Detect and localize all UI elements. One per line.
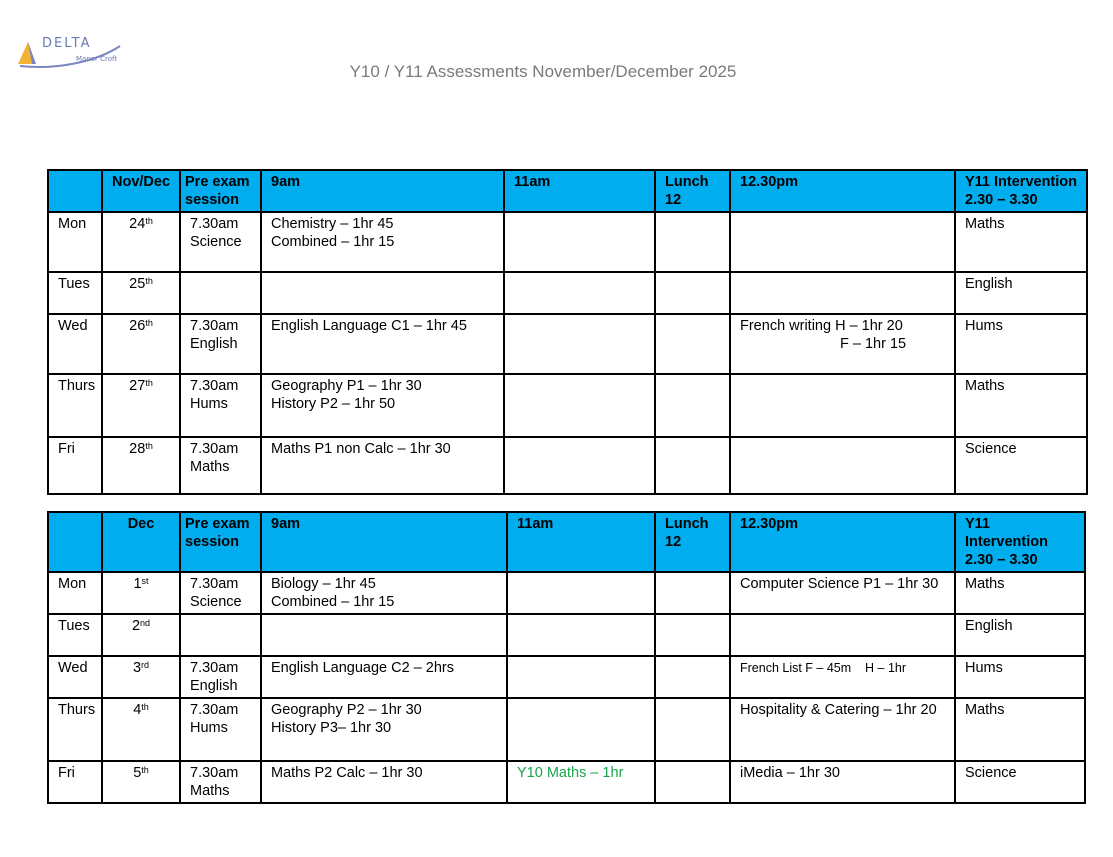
pre-exam-cell: 7.30am Science [180,212,261,272]
pre-exam-cell: 7.30am English [180,656,261,698]
afternoon-cell [730,212,955,272]
lunch-cell [655,212,730,272]
date-cell: 24th [102,212,180,272]
intervention-cell: Maths [955,374,1087,437]
header-1230pm: 12.30pm [730,512,955,572]
afternoon-cell: French List F – 45m H – 1hr [730,656,955,698]
day-cell: Tues [48,614,102,656]
date-cell: 27th [102,374,180,437]
intervention-cell: Science [955,761,1085,803]
logo-word: DELTA [42,36,92,51]
header-11am: 11am [504,170,655,212]
nine-am-cell [261,614,507,656]
intervention-cell: Maths [955,212,1087,272]
nine-am-cell: Geography P1 – 1hr 30 History P2 – 1hr 50 [261,374,504,437]
lunch-cell [655,314,730,374]
intervention-cell: Science [955,437,1087,494]
table-row [48,761,1085,803]
header-date: Nov/Dec [102,170,180,212]
day-cell: Thurs [48,698,102,761]
date-cell: 2nd [102,614,180,656]
nine-am-cell: Maths P2 Calc – 1hr 30 [261,761,507,803]
eleven-am-cell [504,272,655,314]
header-11am: 11am [507,512,655,572]
table-row [48,437,1087,494]
table-row [48,656,1085,698]
table-row [48,314,1087,374]
lunch-cell [655,572,730,614]
table-row [48,698,1085,761]
intervention-cell: English [955,614,1085,656]
eleven-am-cell [504,437,655,494]
date-cell: 4th [102,698,180,761]
header-pre-exam: Pre exam session [180,170,261,212]
intervention-cell: Maths [955,572,1085,614]
header-day [48,512,102,572]
lunch-cell [655,272,730,314]
header-9am: 9am [261,170,504,212]
header-lunch: Lunch 12 [655,512,730,572]
eleven-am-cell [504,314,655,374]
table-row [48,374,1087,437]
date-cell: 1st [102,572,180,614]
day-cell: Wed [48,314,102,374]
lunch-cell [655,698,730,761]
header-9am: 9am [261,512,507,572]
header-row [48,512,1085,572]
eleven-am-cell [507,656,655,698]
header-date: Dec [102,512,180,572]
day-cell: Mon [48,212,102,272]
nine-am-cell [261,272,504,314]
date-cell: 25th [102,272,180,314]
afternoon-cell [730,374,955,437]
header-intervention: Y11 Intervention 2.30 – 3.30 [955,170,1087,212]
date-cell: 3rd [102,656,180,698]
day-cell: Fri [48,437,102,494]
eleven-am-cell [507,572,655,614]
table-row [48,212,1087,272]
afternoon-cell [730,272,955,314]
lunch-cell [655,614,730,656]
nine-am-cell: Biology – 1hr 45 Combined – 1hr 15 [261,572,507,614]
header-pre-exam: Pre exam session [180,512,261,572]
nine-am-cell: Chemistry – 1hr 45 Combined – 1hr 15 [261,212,504,272]
eleven-am-cell [507,698,655,761]
nine-am-cell: English Language C2 – 2hrs [261,656,507,698]
lunch-cell [655,656,730,698]
afternoon-cell: iMedia – 1hr 30 [730,761,955,803]
nine-am-cell: Maths P1 non Calc – 1hr 30 [261,437,504,494]
nine-am-cell: Geography P2 – 1hr 30 History P3– 1hr 30 [261,698,507,761]
afternoon-cell: French writing H – 1hr 20 F – 1hr 15 [730,314,955,374]
date-cell: 28th [102,437,180,494]
header-intervention: Y11 Intervention 2.30 – 3.30 [955,512,1085,572]
eleven-am-cell [507,614,655,656]
afternoon-cell: Hospitality & Catering – 1hr 20 [730,698,955,761]
header-1230pm: 12.30pm [730,170,955,212]
intervention-cell: Maths [955,698,1085,761]
pre-exam-cell [180,272,261,314]
intervention-cell: Hums [955,314,1087,374]
day-cell: Wed [48,656,102,698]
eleven-am-cell [504,212,655,272]
page-title: Y10 / Y11 Assessments November/December 2025 [349,62,737,81]
eleven-am-cell [504,374,655,437]
pre-exam-cell [180,614,261,656]
day-cell: Tues [48,272,102,314]
date-cell: 5th [102,761,180,803]
table-row [48,614,1085,656]
pre-exam-cell: 7.30am English [180,314,261,374]
intervention-cell: Hums [955,656,1085,698]
afternoon-cell [730,437,955,494]
day-cell: Fri [48,761,102,803]
pre-exam-cell: 7.30am Maths [180,437,261,494]
logo-subtitle: Manor Croft [76,55,118,63]
lunch-cell [655,761,730,803]
pre-exam-cell: 7.30am Science [180,572,261,614]
assessment-table-dec [47,511,1086,804]
intervention-cell: English [955,272,1087,314]
eleven-am-cell: Y10 Maths – 1hr [507,761,655,803]
assessment-table-nov [47,169,1088,495]
afternoon-cell [730,614,955,656]
lunch-cell [655,437,730,494]
header-lunch: Lunch 12 [655,170,730,212]
date-cell: 26th [102,314,180,374]
nine-am-cell: English Language C1 – 1hr 45 [261,314,504,374]
table-row [48,272,1087,314]
header-row [48,170,1087,212]
table-row [48,572,1085,614]
day-cell: Thurs [48,374,102,437]
pre-exam-cell: 7.30am Hums [180,374,261,437]
header-day [48,170,102,212]
day-cell: Mon [48,572,102,614]
lunch-cell [655,374,730,437]
pre-exam-cell: 7.30am Maths [180,761,261,803]
pre-exam-cell: 7.30am Hums [180,698,261,761]
afternoon-cell: Computer Science P1 – 1hr 30 [730,572,955,614]
